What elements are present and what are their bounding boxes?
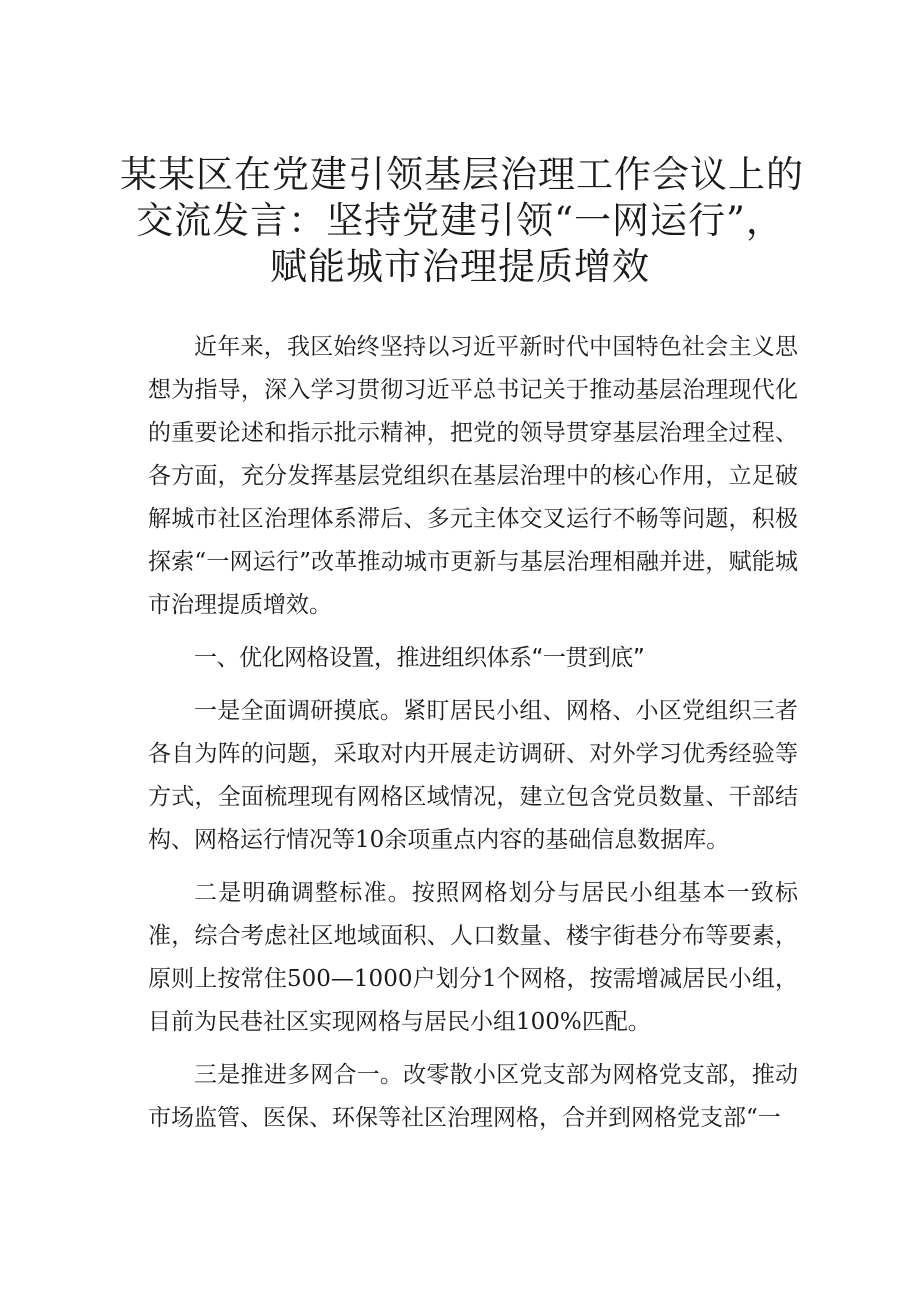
document-title <box>120 152 804 290</box>
title-line-3: 赋能城市治理提质增效 <box>270 245 650 288</box>
title-line-1: 某某区在党建引领基层治理工作会议上的 <box>120 153 804 196</box>
paragraph-point-2: 二是明确调整标准。按照网格划分与居民小组基本一致标准，综合考虑社区地域面积、人口数量、楼宇街巷分布等要素，原则上按常住500—1000户划分1个网格，按需增减居民小组，目前为民巷社区实现网格与居民小组100%匹配。 <box>148 880 798 1035</box>
section-heading-1: 一、优化网格设置，推进组织体系“一贯到底” <box>194 645 645 671</box>
title-line-2: 交流发言：坚持党建引领“一网运行”， <box>136 199 784 242</box>
paragraph-point-1: 一是全面调研摸底。紧盯居民小组、网格、小区党组织三者各自为阵的问题，采取对内开展走访调研、对外学习优秀经验等方式，全面梳理现有网格区域情况，建立包含党员数量、干部结构、网格运行情况等10余项重点内容的基础信息数据库。 <box>148 698 798 853</box>
paragraph-point-3: 三是推进多网合一。改零散小区党支部为网格党支部，推动市场监管、医保、环保等社区治理网格，合并到网格党支部“一 <box>148 1062 798 1131</box>
document-body <box>148 326 798 1150</box>
intro-paragraph: 近年来，我区始终坚持以习近平新时代中国特色社会主义思想为指导，深入学习贯彻习近平总书记关于推动基层治理现代化的重要论述和指示批示精神，把党的领导贯穿基层治理全过程、各方面，充分发挥基层党组织在基层治理中的核心作用，立足破解城市社区治理体系滞后、多元主体交叉运行不畅等问题，积极探索“一网运行”改革推动城市更新与基层治理相融并进，赋能城市治理提质增效。 <box>148 334 798 618</box>
